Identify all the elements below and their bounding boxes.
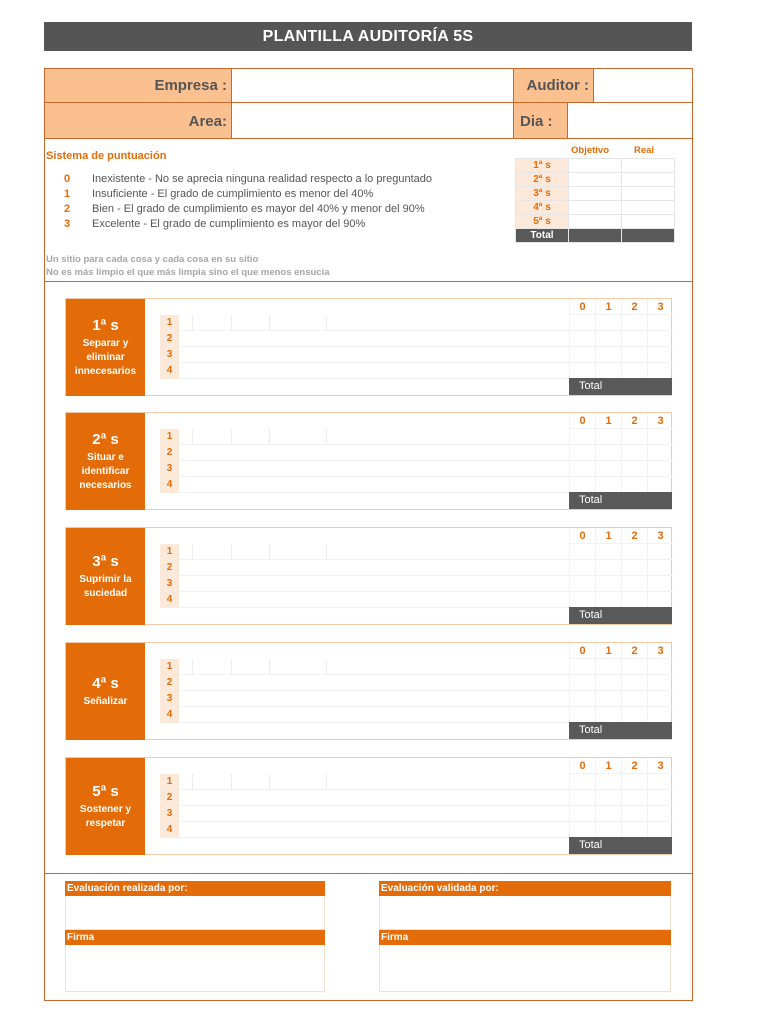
score-column-header: 2 [621, 528, 647, 544]
section-title: 3ª s [92, 552, 119, 570]
cell-divider [326, 659, 327, 675]
score-cell[interactable] [569, 461, 595, 477]
cell-divider [192, 429, 193, 445]
section-title: 4ª s [92, 674, 119, 692]
question-text-field[interactable] [179, 445, 569, 461]
score-column-header: 3 [647, 758, 673, 774]
empresa-label: Empresa : [44, 68, 232, 103]
summary-row [516, 215, 675, 229]
firma-header-left: Firma [65, 930, 325, 945]
score-cell[interactable] [595, 659, 621, 675]
question-text-field[interactable] [179, 691, 569, 707]
score-column-header: 3 [647, 413, 673, 429]
empresa-field[interactable] [231, 68, 514, 103]
score-column-header: 0 [569, 413, 595, 429]
score-cell[interactable] [647, 544, 673, 560]
score-cell[interactable] [621, 544, 647, 560]
level-description: Insuficiente - El grado de cumplimiento es menor del 40% [92, 188, 374, 200]
cell-divider [231, 315, 232, 331]
score-cell[interactable] [595, 822, 621, 838]
score-cell[interactable] [595, 774, 621, 790]
question-text-field[interactable] [179, 576, 569, 592]
evaluation-by-header: Evaluación realizada por: [65, 881, 325, 896]
score-cell[interactable] [569, 363, 595, 379]
cell-divider [192, 659, 193, 675]
score-cell[interactable] [595, 477, 621, 493]
question-number: 2 [160, 560, 179, 576]
score-cell[interactable] [647, 774, 673, 790]
scoring-levels [57, 173, 497, 233]
cell-divider [326, 774, 327, 790]
firma-field-right[interactable] [379, 945, 671, 992]
score-cell[interactable] [621, 347, 647, 363]
question-number: 2 [160, 445, 179, 461]
score-cell[interactable] [569, 477, 595, 493]
summary-row-label: 2ª s [516, 173, 569, 187]
question-text-field[interactable] [179, 544, 569, 560]
question-number: 1 [160, 315, 179, 331]
score-cell[interactable] [595, 576, 621, 592]
cell-divider [231, 429, 232, 445]
cell-divider [326, 315, 327, 331]
score-cell[interactable] [595, 461, 621, 477]
score-cell[interactable] [595, 315, 621, 331]
scoring-level [57, 173, 497, 188]
area-label: Area: [44, 102, 232, 139]
section-block [65, 298, 672, 396]
page-title: PLANTILLA AUDITORÍA 5S [44, 22, 692, 51]
scoring-level [57, 218, 497, 233]
question-text-field[interactable] [179, 707, 569, 723]
section-subtitle: Sostener y respetar [79, 803, 132, 829]
question-number: 4 [160, 707, 179, 723]
summary-row-label: 4ª s [516, 201, 569, 215]
score-column-header: 2 [621, 643, 647, 659]
summary-table [515, 158, 675, 243]
real-cell[interactable] [622, 173, 675, 187]
section-label [66, 528, 145, 625]
question-number: 2 [160, 331, 179, 347]
section-label [66, 643, 145, 740]
motto-line-2: No es más limpio el que más limpia sino el que menos ensucia [46, 267, 330, 278]
score-cell[interactable] [621, 363, 647, 379]
question-number: 2 [160, 675, 179, 691]
score-cell[interactable] [569, 429, 595, 445]
score-cell[interactable] [647, 691, 673, 707]
score-cell[interactable] [569, 445, 595, 461]
score-cell[interactable] [621, 806, 647, 822]
question-number: 3 [160, 691, 179, 707]
summary-row-label: 3ª s [516, 187, 569, 201]
score-cell[interactable] [621, 429, 647, 445]
score-cell[interactable] [569, 707, 595, 723]
score-cell[interactable] [647, 429, 673, 445]
question-number: 3 [160, 347, 179, 363]
real-cell[interactable] [622, 187, 675, 201]
validated-by-header: Evaluación validada por: [379, 881, 671, 896]
auditor-label: Auditor : [513, 68, 594, 103]
score-column-header: 1 [595, 528, 621, 544]
score-cell[interactable] [595, 429, 621, 445]
score-cell[interactable] [647, 659, 673, 675]
section-title: 5ª s [92, 782, 119, 800]
level-number: 3 [63, 218, 71, 230]
question-text-field[interactable] [179, 347, 569, 363]
score-cell[interactable] [595, 331, 621, 347]
section-title: 1ª s [92, 316, 119, 334]
section-block [65, 412, 672, 510]
score-cell[interactable] [647, 445, 673, 461]
validated-by-field[interactable] [379, 896, 671, 930]
cell-divider [269, 429, 270, 445]
score-column-header: 0 [569, 299, 595, 315]
score-cell[interactable] [595, 560, 621, 576]
score-column-header: 3 [647, 299, 673, 315]
score-column-header: 2 [621, 299, 647, 315]
real-total [622, 229, 675, 243]
question-text-field[interactable] [179, 659, 569, 675]
summary-row [516, 173, 675, 187]
score-cell[interactable] [595, 691, 621, 707]
score-cell[interactable] [621, 822, 647, 838]
question-text-field[interactable] [179, 774, 569, 790]
score-cell[interactable] [569, 331, 595, 347]
section-block [65, 527, 672, 625]
question-number: 1 [160, 659, 179, 675]
question-text-field[interactable] [179, 429, 569, 445]
question-number: 1 [160, 774, 179, 790]
score-cell[interactable] [595, 592, 621, 608]
summary-col-objetivo: Objetivo [571, 145, 610, 156]
score-cell[interactable] [569, 592, 595, 608]
score-cell[interactable] [621, 675, 647, 691]
level-description: Excelente - El grado de cumplimiento es mayor del 90% [92, 218, 366, 230]
dia-field[interactable] [567, 102, 693, 139]
cell-divider [326, 544, 327, 560]
question-text-field[interactable] [179, 790, 569, 806]
firma-header-right: Firma [379, 930, 671, 945]
section-subtitle: Suprimir la suciedad [79, 573, 132, 599]
score-cell[interactable] [647, 347, 673, 363]
score-column-header: 0 [569, 528, 595, 544]
summary-row [516, 201, 675, 215]
score-cell[interactable] [621, 691, 647, 707]
score-cell[interactable] [647, 560, 673, 576]
section-total: Total [569, 378, 672, 395]
section-total: Total [569, 722, 672, 739]
score-column-header: 1 [595, 413, 621, 429]
score-cell[interactable] [647, 822, 673, 838]
score-cell[interactable] [595, 806, 621, 822]
objetivo-cell[interactable] [569, 159, 622, 173]
score-cell[interactable] [595, 363, 621, 379]
score-cell[interactable] [621, 445, 647, 461]
cell-divider [231, 774, 232, 790]
score-cell[interactable] [621, 707, 647, 723]
score-cell[interactable] [621, 790, 647, 806]
question-text-field[interactable] [179, 461, 569, 477]
score-cell[interactable] [595, 790, 621, 806]
level-number: 2 [63, 203, 71, 215]
question-number: 4 [160, 363, 179, 379]
cell-divider [326, 429, 327, 445]
score-column-header: 0 [569, 758, 595, 774]
score-cell[interactable] [569, 544, 595, 560]
score-cell[interactable] [569, 822, 595, 838]
score-cell[interactable] [621, 774, 647, 790]
question-number: 3 [160, 806, 179, 822]
section-total: Total [569, 607, 672, 624]
score-cell[interactable] [569, 790, 595, 806]
score-cell[interactable] [647, 806, 673, 822]
section-label [66, 758, 145, 855]
question-number: 4 [160, 592, 179, 608]
score-cell[interactable] [647, 576, 673, 592]
score-cell[interactable] [621, 461, 647, 477]
cell-divider [192, 544, 193, 560]
summary-total-row [516, 229, 675, 243]
score-cell[interactable] [621, 560, 647, 576]
score-cell[interactable] [569, 659, 595, 675]
summary-row-label: 5ª s [516, 215, 569, 229]
score-column-header: 1 [595, 643, 621, 659]
score-cell[interactable] [569, 675, 595, 691]
cell-divider [231, 544, 232, 560]
score-cell[interactable] [569, 691, 595, 707]
summary-row [516, 159, 675, 173]
level-number: 1 [63, 188, 71, 200]
real-cell[interactable] [622, 201, 675, 215]
score-cell[interactable] [595, 445, 621, 461]
question-text-field[interactable] [179, 331, 569, 347]
section-block [65, 642, 672, 740]
question-text-field[interactable] [179, 315, 569, 331]
score-column-header: 0 [569, 643, 595, 659]
section-title: 2ª s [92, 430, 119, 448]
cell-divider [192, 774, 193, 790]
summary-col-real: Real [634, 145, 655, 156]
score-cell[interactable] [569, 806, 595, 822]
cell-divider [269, 774, 270, 790]
score-cell[interactable] [647, 675, 673, 691]
section-label [66, 299, 145, 396]
question-text-field[interactable] [179, 592, 569, 608]
auditor-field[interactable] [593, 68, 693, 103]
question-number: 4 [160, 477, 179, 493]
question-text-field[interactable] [179, 822, 569, 838]
scoring-level [57, 203, 497, 218]
section-label [66, 413, 145, 510]
score-cell[interactable] [595, 675, 621, 691]
score-cell[interactable] [647, 790, 673, 806]
question-number: 3 [160, 461, 179, 477]
score-cell[interactable] [647, 477, 673, 493]
score-cell[interactable] [647, 363, 673, 379]
firma-field-left[interactable] [65, 945, 325, 992]
score-column-header: 3 [647, 643, 673, 659]
section-subtitle: Separar y eliminar innecesarios [74, 337, 137, 377]
score-column-header: 2 [621, 758, 647, 774]
score-cell[interactable] [621, 576, 647, 592]
score-cell[interactable] [569, 347, 595, 363]
score-cell[interactable] [647, 461, 673, 477]
cell-divider [231, 659, 232, 675]
score-cell[interactable] [621, 315, 647, 331]
question-number: 4 [160, 822, 179, 838]
score-cell[interactable] [647, 315, 673, 331]
question-text-field[interactable] [179, 477, 569, 493]
evaluation-by-field[interactable] [65, 896, 325, 930]
level-number: 0 [63, 173, 71, 185]
summary-row-label: 1ª s [516, 159, 569, 173]
area-field[interactable] [231, 102, 514, 139]
score-column-header: 1 [595, 299, 621, 315]
real-cell[interactable] [622, 159, 675, 173]
score-column-header: 2 [621, 413, 647, 429]
score-cell[interactable] [647, 592, 673, 608]
cell-divider [269, 544, 270, 560]
summary-row [516, 187, 675, 201]
section-total: Total [569, 837, 672, 854]
summary-total-label: Total [516, 229, 569, 243]
motto-line-1: Un sitio para cada cosa y cada cosa en su sitio [46, 254, 259, 265]
score-cell[interactable] [621, 659, 647, 675]
cell-divider [192, 315, 193, 331]
score-cell[interactable] [647, 331, 673, 347]
score-cell[interactable] [595, 544, 621, 560]
question-text-field[interactable] [179, 560, 569, 576]
score-column-header: 1 [595, 758, 621, 774]
cell-divider [269, 659, 270, 675]
score-cell[interactable] [621, 592, 647, 608]
score-cell[interactable] [569, 315, 595, 331]
score-cell[interactable] [595, 707, 621, 723]
score-column-header: 3 [647, 528, 673, 544]
level-description: Inexistente - No se aprecia ninguna realidad respecto a lo preguntado [92, 173, 433, 185]
scoring-level [57, 188, 497, 203]
section-block [65, 757, 672, 855]
dia-label: Dia : [513, 102, 568, 139]
score-cell[interactable] [621, 477, 647, 493]
section-total: Total [569, 492, 672, 509]
question-text-field[interactable] [179, 675, 569, 691]
objetivo-cell[interactable] [569, 187, 622, 201]
question-text-field[interactable] [179, 363, 569, 379]
cell-divider [269, 315, 270, 331]
question-text-field[interactable] [179, 806, 569, 822]
score-cell[interactable] [569, 576, 595, 592]
score-cell[interactable] [595, 347, 621, 363]
objetivo-cell[interactable] [569, 173, 622, 187]
question-number: 2 [160, 790, 179, 806]
scoring-title: Sistema de puntuación [46, 150, 167, 162]
section-subtitle: Señalizar [83, 695, 128, 707]
question-number: 3 [160, 576, 179, 592]
section-subtitle: Situar e identificar necesarios [79, 451, 132, 491]
question-number: 1 [160, 429, 179, 445]
question-number: 1 [160, 544, 179, 560]
objetivo-cell[interactable] [569, 215, 622, 229]
score-cell[interactable] [621, 331, 647, 347]
objetivo-total [569, 229, 622, 243]
score-cell[interactable] [569, 560, 595, 576]
real-cell[interactable] [622, 215, 675, 229]
score-cell[interactable] [647, 707, 673, 723]
level-description: Bien - El grado de cumplimiento es mayor del 40% y menor del 90% [92, 203, 425, 215]
score-cell[interactable] [569, 774, 595, 790]
objetivo-cell[interactable] [569, 201, 622, 215]
